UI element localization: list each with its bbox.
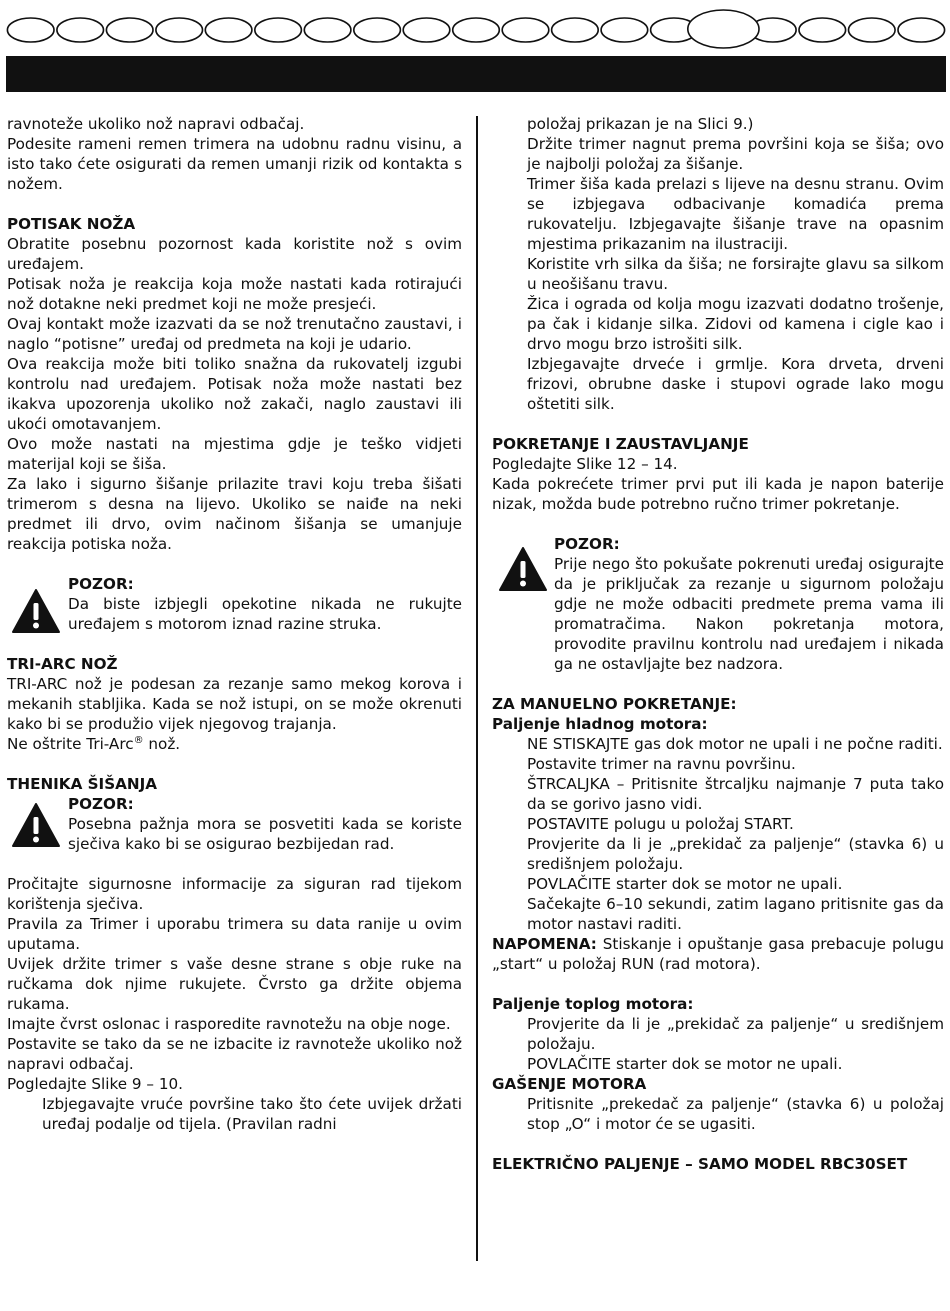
warning-title: POZOR: [68, 795, 134, 813]
warning-block [7, 574, 462, 634]
section-heading-pokretanje: POKRETANJE I ZAUSTAVLJANJE [492, 435, 749, 453]
header-oval [255, 18, 302, 42]
header-oval-tabs [6, 8, 946, 50]
header-oval [403, 18, 450, 42]
subheading-topli: Paljenje toplog motora: [492, 995, 694, 1013]
warning-triangle-icon [11, 802, 61, 848]
paragraph-indented: Trimer šiša kada prelazi s lijeve na desnu stranu. Ovim se izbjegava odbacivanje komadića prema rukovatelju. Izbjegavajte šišanje trave na opasnim mjestima prikazanim na ilustraciji. [527, 175, 944, 253]
paragraph: Pogledajte Slike 12 – 14. [492, 455, 678, 473]
paragraph-indented: Provjerite da li je „prekidač za paljenje“ (stavka 6) u središnjem položaju. [527, 835, 944, 873]
paragraph: Pogledajte Slike 9 – 10. [7, 1075, 183, 1093]
header-oval [898, 18, 945, 42]
section-heading-elektricno: ELEKTRIČNO PALJENJE – SAMO MODEL RBC30SET [492, 1155, 908, 1173]
paragraph: Obratite posebnu pozornost kada koristite nož s ovim uređajem. [7, 235, 462, 273]
warning-text: Posebna pažnja mora se posvetiti kada se koriste sječiva kako bi se osigurao bezbijedan rad. [68, 815, 462, 853]
header-oval [601, 18, 648, 42]
paragraph-indented: Sačekajte 6–10 sekundi, zatim lagano pritisnite gas da motor nastavi raditi. [527, 895, 944, 933]
warning-text: Da biste izbjegli opekotine nikada ne rukujte uređajem s motorom iznad razine struka. [68, 595, 462, 633]
header-oval [502, 18, 549, 42]
paragraph-indented: Postavite trimer na ravnu površinu. [527, 755, 796, 773]
registered-mark: ® [133, 734, 144, 746]
paragraph: Imajte čvrst oslonac i rasporedite ravnotežu na obje noge. [7, 1015, 451, 1033]
paragraph: Kada pokrećete trimer prvi put ili kada je napon baterije nizak, možda bude potrebno ručno trimer pokretanje. [492, 475, 944, 513]
note-label: NAPOMENA: [492, 935, 597, 953]
paragraph-indented: Izbjegavajte drveće i grmlje. Kora drveta, drveni frizovi, obrubne daske i stupovi ograde lako mogu oštetiti silk. [527, 355, 944, 413]
paragraph: Postavite se tako da se ne izbacite iz ravnoteže ukoliko nož napravi odbačaj. [7, 1035, 462, 1073]
header-oval [552, 18, 599, 42]
section-heading-thenika: THENIKA ŠIŠANJA [7, 775, 158, 793]
paragraph-indented: ŠTRCALJKA – Pritisnite štrcaljku najmanje 7 puta tako da se gorivo jasno vidi. [527, 775, 944, 813]
left-column [7, 114, 462, 1134]
paragraph-indented: Koristite vrh silka da šiša; ne forsirajte glavu sa silkom u neošišanu travu. [527, 255, 944, 293]
header-oval [304, 18, 351, 42]
paragraph: Podesite rameni remen trimera na udobnu radnu visinu, a isto tako ćete osigurati da remen umanji rizik od kontakta s nožem. [7, 135, 462, 193]
header-oval [205, 18, 252, 42]
note-paragraph: NAPOMENA: Stiskanje i opuštanje gasa prebacuje polugu „start“ u položaj RUN (rad motora). [492, 935, 944, 973]
warning-title: POZOR: [68, 575, 134, 593]
paragraph: Za lako i sigurno šišanje prilazite travi koju treba šišati trimerom s desna na lijevo. Ukoliko se naiđe na neki predmet ili drvo, ovim načinom šišanja se umanjuje reakcija potiska noža. [7, 475, 462, 553]
paragraph-indented: Žica i ograda od kolja mogu izazvati dodatno trošenje, pa čak i kidanje silka. Zidovi od kamena i cigle kao i drvo mogu brzo istrošiti silk. [527, 295, 944, 353]
paragraph-indented: položaj prikazan je na Slici 9.) [527, 115, 754, 133]
paragraph: ravnoteže ukoliko nož napravi odbačaj. [7, 115, 305, 133]
right-column [492, 114, 944, 1174]
header-oval [57, 18, 104, 42]
paragraph: TRI-ARC nož je podesan za rezanje samo mekog korova i mekanih stabljika. Kada se nož istupi, on se može okrenuti kako bi se produžio vijek njegovog trajanja. [7, 675, 462, 733]
header-oval [354, 18, 401, 42]
header-oval [156, 18, 203, 42]
paragraph-indented: Pritisnite „prekedač za paljenje“ (stavka 6) u položaj stop „O“ i motor će se ugasiti. [527, 1095, 944, 1133]
header-oval [7, 18, 54, 42]
paragraph-indented: POSTAVITE polugu u položaj START. [527, 815, 794, 833]
paragraph-indented: Držite trimer nagnut prema površini koja se šiša; ovo je najbolji položaj za šišanje. [527, 135, 944, 173]
paragraph-indented: POVLAČITE starter dok se motor ne upali. [527, 875, 843, 893]
paragraph: Uvijek držite trimer s vaše desne strane s obje ruke na ručkama dok njime rukujete. Čvrsto ga držite objema rukama. [7, 955, 462, 1013]
header-oval [849, 18, 896, 42]
warning-triangle-icon [11, 588, 61, 634]
header-oval [106, 18, 153, 42]
paragraph: Ne oštrite Tri-Arc® nož. [7, 734, 181, 753]
paragraph-indented: Provjerite da li je „prekidač za paljenje“ u središnjem položaju. [527, 1015, 944, 1053]
header-oval-active [688, 10, 759, 48]
warning-block [492, 534, 944, 674]
section-heading-potisak: POTISAK NOŽA [7, 215, 136, 233]
paragraph-indented: Izbjegavajte vruće površine tako što ćete uvijek držati uređaj podalje od tijela. (Pravilan radni [42, 1095, 462, 1133]
paragraph-indented: POVLAČITE starter dok se motor ne upali. [527, 1055, 843, 1073]
paragraph: Pročitajte sigurnosne informacije za siguran rad tijekom korištenja sječiva. [7, 875, 462, 913]
section-heading-manuelno: ZA MANUELNO POKRETANJE: [492, 695, 737, 713]
paragraph-indented: NE STISKAJTE gas dok motor ne upali i ne počne raditi. [527, 735, 943, 753]
warning-triangle-icon [498, 546, 548, 592]
header-oval [453, 18, 500, 42]
header-bar [6, 56, 946, 92]
warning-text: Prije nego što pokušate pokrenuti uređaj osigurajte da je priključak za rezanje u sigurnom položaju gdje ne može odbaciti predmete prema vama ili promatračima. Nakon pokretanja motora, provodite pravilnu kontrolu nad uređajem i nikada ga ne ostavljajte bez nadzora. [554, 555, 944, 673]
subheading-hladni: Paljenje hladnog motora: [492, 715, 708, 733]
paragraph: Pravila za Trimer i uporabu trimera su data ranije u ovim uputama. [7, 915, 462, 953]
subheading-gasenje: GAŠENJE MOTORA [492, 1075, 647, 1093]
warning-block [7, 794, 462, 854]
warning-title: POZOR: [554, 535, 620, 553]
paragraph: Ova reakcija može biti toliko snažna da rukovatelj izgubi kontrolu nad uređajem. Potisak noža može nastati bez ikakva upozorenja ukoliko nož zakači, naglo zaustavi ili ukoći omotavanjem. [7, 355, 462, 433]
column-divider [476, 116, 478, 1261]
header-oval [799, 18, 846, 42]
paragraph: Ovo može nastati na mjestima gdje je teško vidjeti materijal koji se šiša. [7, 435, 462, 473]
paragraph: Potisak noža je reakcija koja može nastati kada rotirajući nož dotakne neki predmet koji ne može presjeći. [7, 275, 462, 313]
paragraph: Ovaj kontakt može izazvati da se nož trenutačno zaustavi, i naglo “potisne” uređaj od predmeta na koji je udario. [7, 315, 462, 353]
section-heading-triarc: TRI-ARC NOŽ [7, 655, 118, 673]
